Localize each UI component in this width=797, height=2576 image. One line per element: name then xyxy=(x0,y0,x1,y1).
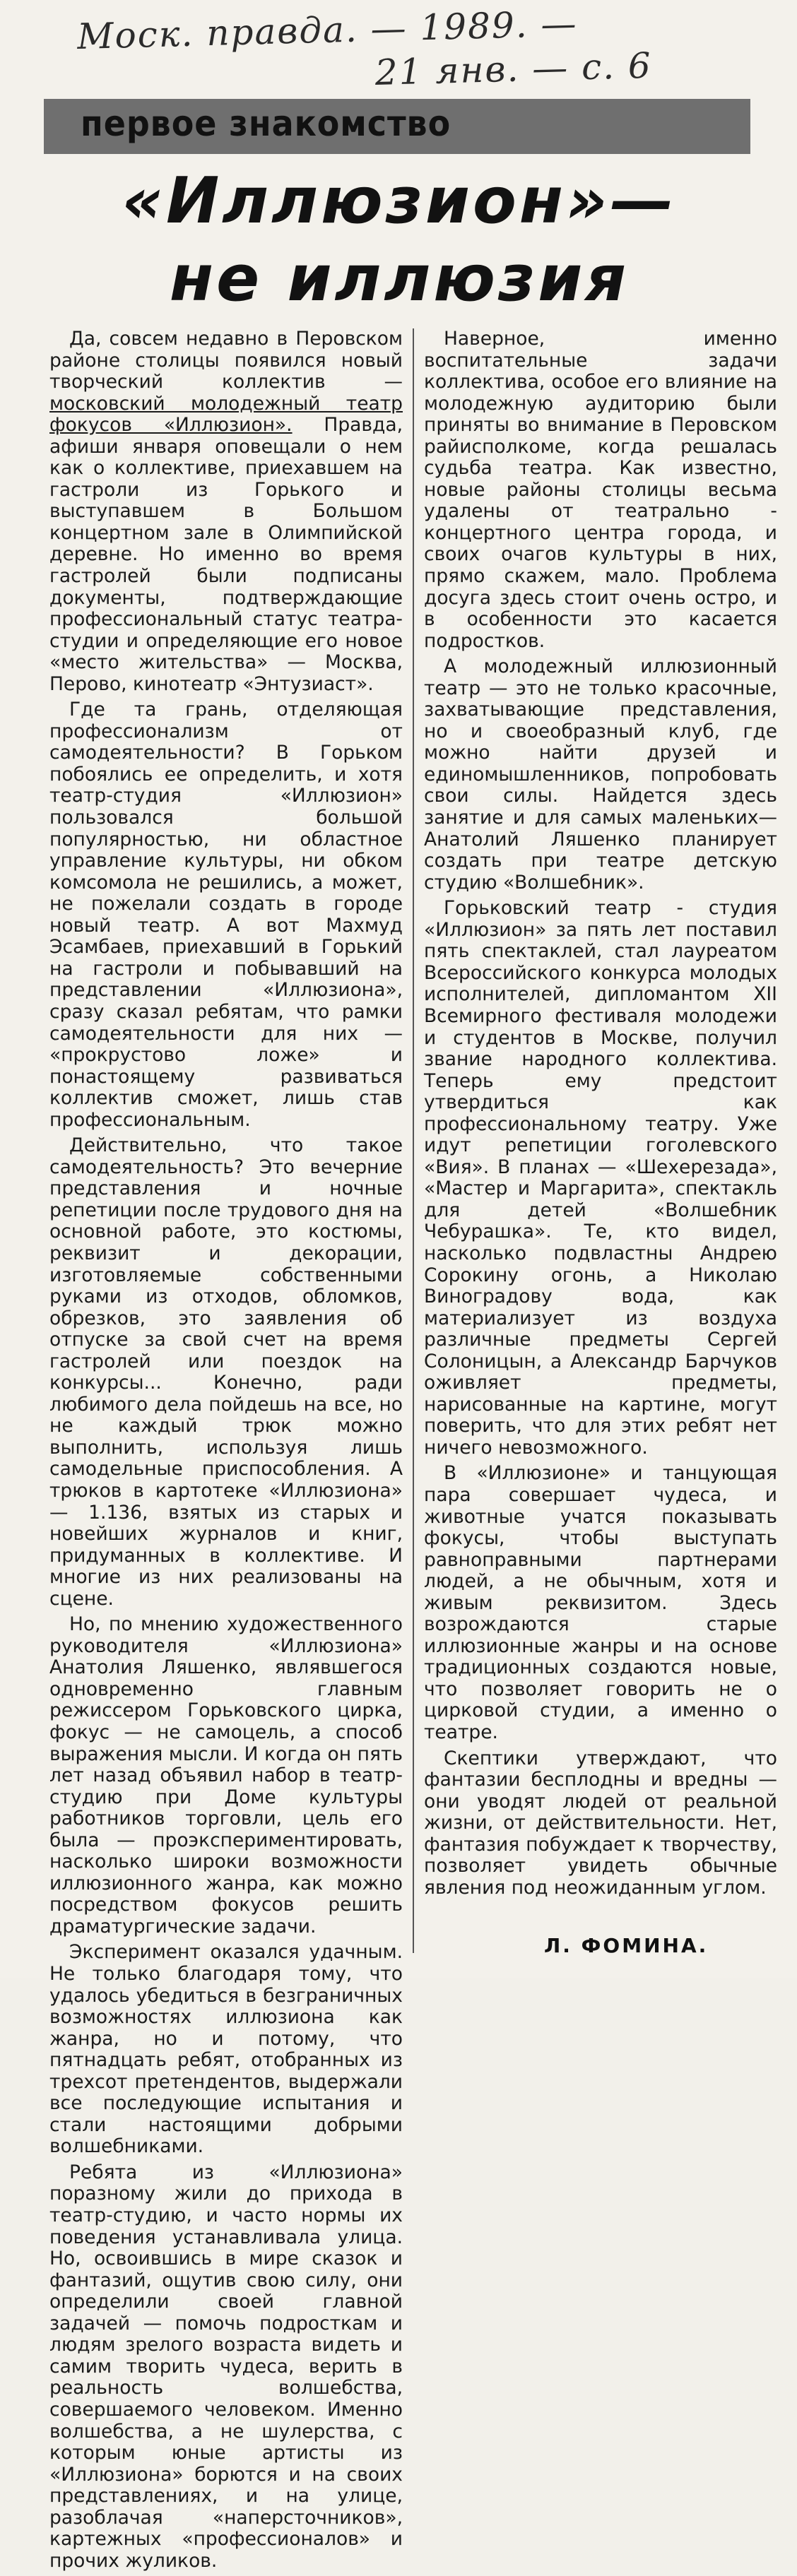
paragraph: Но, по мнению художественного руководителя «Иллюзиона» Анатолия Ляшенко, являвшегося одновременно главным режиссером Горьковского цирка, фокус — не самоцель, а способ выражения мысли. И когда он пять лет назад объявил набор в театр-студию при Доме культуры работников торговли, цель его была — проэкспериментировать, насколько широки возможности иллюзионного жанра, как можно посредством фокусов решить драматургические задачи. xyxy=(49,1613,403,1937)
headline-line-1: «Иллюзион»— xyxy=(122,164,677,238)
paragraph: Эксперимент оказался удачным. Не только благодаря тому, что удалось убедиться в безграничных возможностях иллюзиона как жанра, но и потому, что пятнадцать ребят, отобранных из трехсот претендентов, выдержали все последующие испытания и стали настоящими добрыми волшебниками. xyxy=(49,1941,403,2158)
column-divider xyxy=(413,328,414,1953)
paragraph: Наверное, именно воспитательные задачи коллектива, особое его влияние на молодежную аудиторию были приняты во внимание в Перовском райисполкоме, когда решалась судьба театра. Как известно, новые районы столицы весьма удалены от театрально - концертного центра города, и своих очагов культуры в них, прямо скажем, мало. Проблема досуга здесь стоит очень остро, и в особенности это касается подростков. xyxy=(424,328,777,652)
theater-name-underlined: московский молодежный театр фокусов «Иллюзион». xyxy=(49,392,403,437)
paragraph xyxy=(49,328,403,695)
paragraph: В «Иллюзионе» и танцующая пара совершает чудеса, и животные учатся показывать фокусы, чтобы выступать равноправными партнерами людей, а не обычным, хотя и живым реквизитом. Здесь возрождаются старые иллюзионные жанры и на основе традиционных создаются новые, что позволяет говорить не о цирковой студии, а именно о театре. xyxy=(424,1462,777,1743)
citation-line-2: 21 янв. — с. 6 xyxy=(374,44,653,93)
paragraph: Действительно, что такое самодеятельность? Это вечерние представления и ночные репетиции после трудового дня на основной работе, это костюмы, реквизит и декорации, изготовляемые собственными руками из отходов, обломков, обрезков, это заявления об отпуске за свой счет на время гастролей или поездок на конкурсы... Конечно, ради любимого дела пойдешь на все, но не каждый трюк можно выполнить, используя лишь самодельные приспособления. А трюков в картотеке «Иллюзиона» — 1.136, взятых из старых и новейших журналов и книг, придуманных в коллективе. И многие из них реализованы на сцене. xyxy=(49,1134,403,1610)
headline-line-2: не иллюзия xyxy=(169,242,630,316)
author-signature: Л. ФОМИНА. xyxy=(544,1934,709,1957)
paragraph: Скептики утверждают, что фантазии бесплодны и вредны — они уводят людей от реальной жизни, от действительности. Нет, фантазия побуждает к творчеству, позволяет увидеть обычные явления под неожиданным углом. xyxy=(424,1747,777,1899)
article-column-left xyxy=(49,328,403,2576)
paragraph-text: Да, совсем недавно в Перовском районе столицы появился новый творческий коллектив — xyxy=(49,328,403,393)
handwritten-citation xyxy=(77,0,779,102)
citation-line-1: Моск. правда. — 1989. — xyxy=(76,3,579,57)
article-headline xyxy=(42,162,756,318)
paragraph: А молодежный иллюзионный театр — это не только красочные, захватывающие представления, но и своеобразный клуб, где можно найти друзей и единомышленников, попробовать свои силы. Найдется здесь занятие и для самых маленьких— Анатолий Ляшенко планирует создать при театре детскую студию «Волшебник». xyxy=(424,655,777,894)
article-column-right xyxy=(424,328,777,1903)
paragraph: Где та грань, отделяющая профессионализм от самодеятельности? В Горьком побоялись ее определить, и хотя театр-студия «Иллюзион» пользовался большой популярностью, ни областное управление культуры, ни обком комсомола не решились, а может, не пожелали создать в городе новый театр. А вот Махмуд Эсамбаев, приехавший в Горький на гастроли и побывавший на представлении «Иллюзиона», сразу сказал ребятам, что рамки самодеятельности для них — «прокрустово ложе» и понастоящему развиваться коллектив сможет, лишь став профессиональным. xyxy=(49,699,403,1131)
rubric-title: первое знакомство xyxy=(81,103,451,144)
rubric-banner xyxy=(44,99,750,154)
paragraph: Горьковский театр - студия «Иллюзион» за пять лет поставил пять спектаклей, стал лауреатом Всероссийского конкурса молодых исполнителей, дипломантом XII Всемирного фестиваля молодежи и студентов в Москве, получил звание народного коллектива. Теперь ему предстоит утвердиться как профессиональному театру. Уже идут репетиции гоголевского «Вия». В планах — «Шехерезада», «Мастер и Маргарита», спектакль для детей «Волшебник Чебурашка». Те, кто видел, насколько подвластны Андрею Сорокину огонь, а Николаю Виноградову вода, как материализует из воздуха различные предметы Сергей Солоницын, а Александр Барчуков оживляет предметы, нарисованные на картине, могут поверить, что для этих ребят нет ничего невозможного. xyxy=(424,897,777,1459)
paragraph: Ребята из «Иллюзиона» поразному жили до прихода в театр-студию, и часто нормы их поведения устанавливала улица. Но, освоившись в мире сказок и фантазий, ощутив свою силу, они определили своей главной задачей — помочь подросткам и людям зрелого возраста видеть и самим творить чудеса, верить в реальность волшебства, совершаемого человеком. Именно волшебства, а не шулерства, с которым юные артисты из «Иллюзиона» борются и на своих представлениях, и на улице, разоблачая «наперсточников», картежных «профессионалов» и прочих жуликов. xyxy=(49,2161,403,2572)
paragraph-text: Правда, афиши января оповещали о нем как о коллективе, приехавшем на гастроли из Горького и выступавшем в Большом концертном зале в Олимпийской деревне. Но именно во время гастролей были подписаны документы, подтверждающие профессиональный статус театра-студии и определяющие его новое «место жительства» — Москва, Перово, кинотеатр «Энтузиаст». xyxy=(49,414,403,695)
